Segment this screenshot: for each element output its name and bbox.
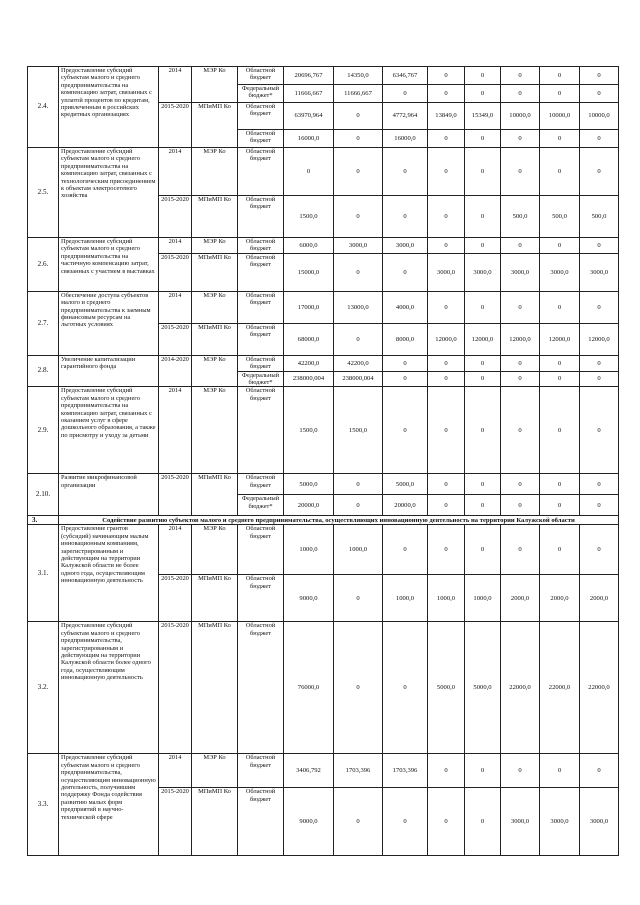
period-cell: 2015-2020 [159,622,192,754]
period-cell: 2014 [159,67,192,103]
total-amount-cell: 15000,0 [284,253,334,291]
year-amount-cell: 0 [334,148,383,196]
year-amount-cell: 0 [501,85,540,103]
period-cell: 2015-2020 [159,253,192,291]
total-amount-cell: 238000,004 [284,371,334,387]
executor-cell: МПиМП Ко [192,323,238,355]
executor-cell: МЭР Ко [192,355,238,387]
year-amount-cell: 10000,0 [540,103,580,130]
year-amount-cell: 0 [334,253,383,291]
year-amount-cell: 0 [428,355,465,371]
year-amount-cell: 2000,0 [580,575,619,622]
funding-source-cell: Областной бюджет [238,291,284,323]
period-cell: 2015-2020 [159,575,192,622]
year-amount-cell: 22000,0 [540,622,580,754]
year-amount-cell: 0 [580,238,619,254]
year-amount-cell: 0 [465,371,501,387]
funding-source-cell: Областной бюджет [238,238,284,254]
funding-source-cell: Федеральный бюджет* [238,85,284,103]
year-amount-cell: 0 [540,387,580,474]
table-row [28,148,619,196]
item-number: 2.8. [28,355,59,387]
year-amount-cell: 3000,0 [465,253,501,291]
item-number: 2.9. [28,387,59,474]
year-amount-cell: 0 [428,788,465,856]
year-amount-cell: 1703,396 [383,754,428,788]
year-amount-cell: 12000,0 [501,323,540,355]
year-amount-cell: 10000,0 [580,103,619,130]
year-amount-cell: 0 [465,238,501,254]
funding-source-cell: Областной бюджет [238,253,284,291]
year-amount-cell: 0 [540,130,580,148]
year-amount-cell: 0 [540,148,580,196]
table-row [28,387,619,474]
year-amount-cell: 0 [428,238,465,254]
table-row [28,355,619,371]
year-amount-cell: 0 [540,754,580,788]
year-amount-cell: 0 [383,788,428,856]
year-amount-cell: 0 [465,355,501,371]
year-amount-cell: 0 [383,196,428,238]
item-number: 3.2. [28,622,59,754]
item-number: 3.3. [28,754,59,856]
period-cell: 2014-2020 [159,355,192,387]
funding-source-cell: Областной бюджет [238,103,284,130]
period-cell: 2014 [159,291,192,323]
program-table [27,66,619,856]
year-amount-cell: 3000,0 [540,788,580,856]
year-amount-cell: 0 [465,474,501,495]
year-amount-cell: 0 [540,291,580,323]
item-description: Предоставление субсидий субъектам малого и среднего предпринимательства, зарегистрированным и действующим на территории Калужской области более одного года, осуществляющим инновационную деятельность [59,622,159,754]
year-amount-cell: 0 [580,130,619,148]
year-amount-cell: 0 [465,788,501,856]
funding-source-cell: Областной бюджет [238,387,284,474]
executor-cell: МЭР Ко [192,387,238,474]
year-amount-cell: 500,0 [580,196,619,238]
total-amount-cell: 9000,0 [284,575,334,622]
year-amount-cell: 22000,0 [580,622,619,754]
year-amount-cell: 2000,0 [540,575,580,622]
year-amount-cell: 0 [465,148,501,196]
year-amount-cell: 0 [428,85,465,103]
total-amount-cell: 63970,964 [284,103,334,130]
total-amount-cell: 16000,0 [284,130,334,148]
item-description: Увеличение капитализации гарантийного фонда [59,355,159,387]
year-amount-cell: 0 [465,85,501,103]
year-amount-cell: 0 [428,291,465,323]
year-amount-cell: 0 [540,85,580,103]
year-amount-cell: 500,0 [540,196,580,238]
section-row [28,516,619,525]
year-amount-cell: 3000,0 [428,253,465,291]
year-amount-cell: 0 [334,495,383,516]
year-amount-cell: 0 [428,196,465,238]
item-description: Обеспечение доступа субъектов малого и среднего предпринимательства к заемным финансовым ресурсам на льготных условиях [59,291,159,355]
year-amount-cell: 0 [428,387,465,474]
executor-cell: МЭР Ко [192,67,238,103]
year-amount-cell: 0 [383,85,428,103]
year-amount-cell: 0 [465,754,501,788]
total-amount-cell: 0 [284,148,334,196]
year-amount-cell: 14350,0 [334,67,383,85]
year-amount-cell: 1000,0 [465,575,501,622]
year-amount-cell: 0 [334,130,383,148]
year-amount-cell: 42200,0 [334,355,383,371]
year-amount-cell: 3000,0 [334,238,383,254]
year-amount-cell: 0 [580,148,619,196]
year-amount-cell: 5000,0 [428,622,465,754]
year-amount-cell: 2000,0 [501,575,540,622]
year-amount-cell: 15349,0 [465,103,501,130]
total-amount-cell: 17000,0 [284,291,334,323]
year-amount-cell: 6346,767 [383,67,428,85]
year-amount-cell: 0 [540,525,580,575]
item-number: 2.4. [28,67,59,148]
year-amount-cell: 0 [580,355,619,371]
total-amount-cell: 20000,0 [284,495,334,516]
item-description: Предоставление субсидий субъектам малого и среднего предпринимательства, осуществляющим инновационную деятельность, получившим поддержку Фонда содействия развитию малых форм предприятий в научно-технической сфере [59,754,159,856]
funding-source-cell: Областной бюджет [238,355,284,371]
funding-source-cell: Областной бюджет [238,67,284,85]
year-amount-cell: 0 [334,103,383,130]
year-amount-cell: 0 [580,474,619,495]
year-amount-cell: 0 [334,622,383,754]
table-row [28,291,619,323]
year-amount-cell: 0 [540,474,580,495]
year-amount-cell: 0 [428,754,465,788]
year-amount-cell: 10000,0 [501,103,540,130]
year-amount-cell: 0 [428,148,465,196]
year-amount-cell: 0 [465,387,501,474]
item-description: Предоставление субсидий субъектам малого и среднего предпринимательства на компенсацию затрат, связанных с уплатой процентов по кредитам, привлеченным в российских кредитных организациях [59,67,159,148]
table-row [28,622,619,754]
year-amount-cell: 0 [383,387,428,474]
period-cell: 2014 [159,148,192,196]
year-amount-cell: 12000,0 [465,323,501,355]
period-cell: 2014 [159,754,192,788]
funding-source-cell: Областной бюджет [238,754,284,788]
total-amount-cell: 11666,667 [284,85,334,103]
executor-cell: МЭР Ко [192,238,238,254]
period-cell: 2015-2020 [159,103,192,148]
total-amount-cell: 76000,0 [284,622,334,754]
year-amount-cell: 0 [580,371,619,387]
total-amount-cell: 5000,0 [284,474,334,495]
year-amount-cell: 5000,0 [383,474,428,495]
item-number: 2.6. [28,238,59,292]
period-cell: 2015-2020 [159,196,192,238]
executor-cell: МПиМП Ко [192,253,238,291]
year-amount-cell: 1500,0 [334,387,383,474]
funding-source-cell: Федеральный бюджет* [238,495,284,516]
year-amount-cell: 3000,0 [540,253,580,291]
year-amount-cell: 0 [334,575,383,622]
year-amount-cell: 1000,0 [428,575,465,622]
period-cell: 2015-2020 [159,323,192,355]
year-amount-cell: 0 [428,525,465,575]
year-amount-cell: 0 [580,291,619,323]
year-amount-cell: 0 [580,67,619,85]
year-amount-cell: 0 [334,788,383,856]
document-sheet [27,66,618,845]
item-number: 2.10. [28,474,59,516]
year-amount-cell: 12000,0 [540,323,580,355]
executor-cell: МПиМП Ко [192,788,238,856]
executor-cell: МПиМП Ко [192,474,238,516]
period-cell: 2014 [159,387,192,474]
total-amount-cell: 3406,792 [284,754,334,788]
year-amount-cell: 11666,667 [334,85,383,103]
table-row [28,238,619,254]
year-amount-cell: 0 [428,495,465,516]
funding-source-cell: Областной бюджет [238,622,284,754]
year-amount-cell: 0 [465,495,501,516]
executor-cell: МЭР Ко [192,754,238,788]
year-amount-cell: 0 [428,474,465,495]
year-amount-cell: 5000,0 [465,622,501,754]
funding-source-cell: Областной бюджет [238,575,284,622]
year-amount-cell: 0 [540,238,580,254]
year-amount-cell: 0 [501,525,540,575]
executor-cell: МПиМП Ко [192,103,238,148]
year-amount-cell: 0 [580,754,619,788]
year-amount-cell: 13849,0 [428,103,465,130]
funding-source-cell: Федеральный бюджет* [238,371,284,387]
year-amount-cell: 12000,0 [428,323,465,355]
year-amount-cell: 0 [428,371,465,387]
period-cell: 2015-2020 [159,474,192,516]
year-amount-cell: 0 [465,291,501,323]
item-description: Предоставление субсидий субъектам малого и среднего предпринимательства на компенсацию затрат, связанных с технологическим присоединением к объектам электросетевого хозяйства [59,148,159,238]
year-amount-cell: 0 [465,130,501,148]
year-amount-cell: 0 [501,238,540,254]
year-amount-cell: 0 [501,67,540,85]
year-amount-cell: 238000,004 [334,371,383,387]
funding-source-cell: Областной бюджет [238,130,284,148]
year-amount-cell: 0 [465,196,501,238]
funding-source-cell: Областной бюджет [238,196,284,238]
year-amount-cell: 3000,0 [580,788,619,856]
funding-source-cell: Областной бюджет [238,148,284,196]
total-amount-cell: 1000,0 [284,525,334,575]
year-amount-cell: 22000,0 [501,622,540,754]
year-amount-cell: 16000,0 [383,130,428,148]
item-description: Развитие микрофинансовой организации [59,474,159,516]
year-amount-cell: 0 [501,148,540,196]
year-amount-cell: 0 [540,495,580,516]
year-amount-cell: 0 [501,371,540,387]
item-description: Предоставление субсидий субъектам малого и среднего предпринимательства на частичную компенсацию затрат, связанных с участием в выставках [59,238,159,292]
funding-source-cell: Областной бюджет [238,474,284,495]
year-amount-cell: 0 [383,371,428,387]
year-amount-cell: 0 [334,323,383,355]
year-amount-cell: 0 [501,495,540,516]
year-amount-cell: 0 [334,474,383,495]
period-cell: 2015-2020 [159,788,192,856]
year-amount-cell: 500,0 [501,196,540,238]
year-amount-cell: 12000,0 [580,323,619,355]
table-row [28,67,619,85]
year-amount-cell: 0 [501,130,540,148]
item-number: 2.7. [28,291,59,355]
total-amount-cell: 42200,0 [284,355,334,371]
year-amount-cell: 0 [501,387,540,474]
year-amount-cell: 0 [580,85,619,103]
funding-source-cell: Областной бюджет [238,788,284,856]
executor-cell: МПиМП Ко [192,622,238,754]
year-amount-cell: 0 [428,67,465,85]
year-amount-cell: 4000,0 [383,291,428,323]
year-amount-cell: 0 [501,754,540,788]
year-amount-cell: 0 [465,67,501,85]
year-amount-cell: 0 [465,525,501,575]
year-amount-cell: 0 [383,622,428,754]
year-amount-cell: 0 [501,355,540,371]
executor-cell: МЭР Ко [192,148,238,196]
year-amount-cell: 0 [540,355,580,371]
year-amount-cell: 1703,396 [334,754,383,788]
section-title: Содействие развитию субъектов малого и среднего предпринимательства, осуществляющих инновационную деятельность на территории Калужской области [59,516,619,525]
executor-cell: МЭР Ко [192,525,238,575]
year-amount-cell: 0 [428,130,465,148]
total-amount-cell: 68000,0 [284,323,334,355]
item-number: 2.5. [28,148,59,238]
year-amount-cell: 0 [501,291,540,323]
period-cell: 2014 [159,525,192,575]
period-cell: 2014 [159,238,192,254]
funding-source-cell: Областной бюджет [238,323,284,355]
year-amount-cell: 3000,0 [580,253,619,291]
total-amount-cell: 1500,0 [284,196,334,238]
year-amount-cell: 8000,0 [383,323,428,355]
year-amount-cell: 4772,964 [383,103,428,130]
year-amount-cell: 0 [383,355,428,371]
executor-cell: МПиМП Ко [192,196,238,238]
year-amount-cell: 3000,0 [501,788,540,856]
total-amount-cell: 9000,0 [284,788,334,856]
year-amount-cell: 0 [334,196,383,238]
executor-cell: МЭР Ко [192,291,238,323]
year-amount-cell: 1000,0 [334,525,383,575]
table-row [28,525,619,575]
table-row [28,754,619,788]
year-amount-cell: 0 [383,525,428,575]
total-amount-cell: 20696,767 [284,67,334,85]
year-amount-cell: 0 [383,253,428,291]
year-amount-cell: 0 [580,495,619,516]
year-amount-cell: 1000,0 [383,575,428,622]
year-amount-cell: 13000,0 [334,291,383,323]
year-amount-cell: 0 [501,474,540,495]
executor-cell: МПиМП Ко [192,575,238,622]
year-amount-cell: 0 [580,387,619,474]
item-number: 3.1. [28,525,59,622]
year-amount-cell: 0 [540,371,580,387]
total-amount-cell: 6000,0 [284,238,334,254]
year-amount-cell: 3000,0 [501,253,540,291]
item-description: Предоставление грантов (субсидий) начинающим малым инновационным компаниям, зарегистрированным и действующим на территории Калужской области не более одного года, осуществляющим инновационную деятельность [59,525,159,622]
year-amount-cell: 3000,0 [383,238,428,254]
year-amount-cell: 0 [580,525,619,575]
item-description: Предоставление субсидий субъектам малого и среднего предпринимательства на компенсацию затрат, связанных с оказанием услуг в сфере дошкольного образования, а также по присмотру и уходу за детьми [59,387,159,474]
year-amount-cell: 0 [540,67,580,85]
table-row [28,474,619,495]
section-number: 3. [28,516,59,525]
total-amount-cell: 1500,0 [284,387,334,474]
year-amount-cell: 20000,0 [383,495,428,516]
funding-source-cell: Областной бюджет [238,525,284,575]
year-amount-cell: 0 [383,148,428,196]
